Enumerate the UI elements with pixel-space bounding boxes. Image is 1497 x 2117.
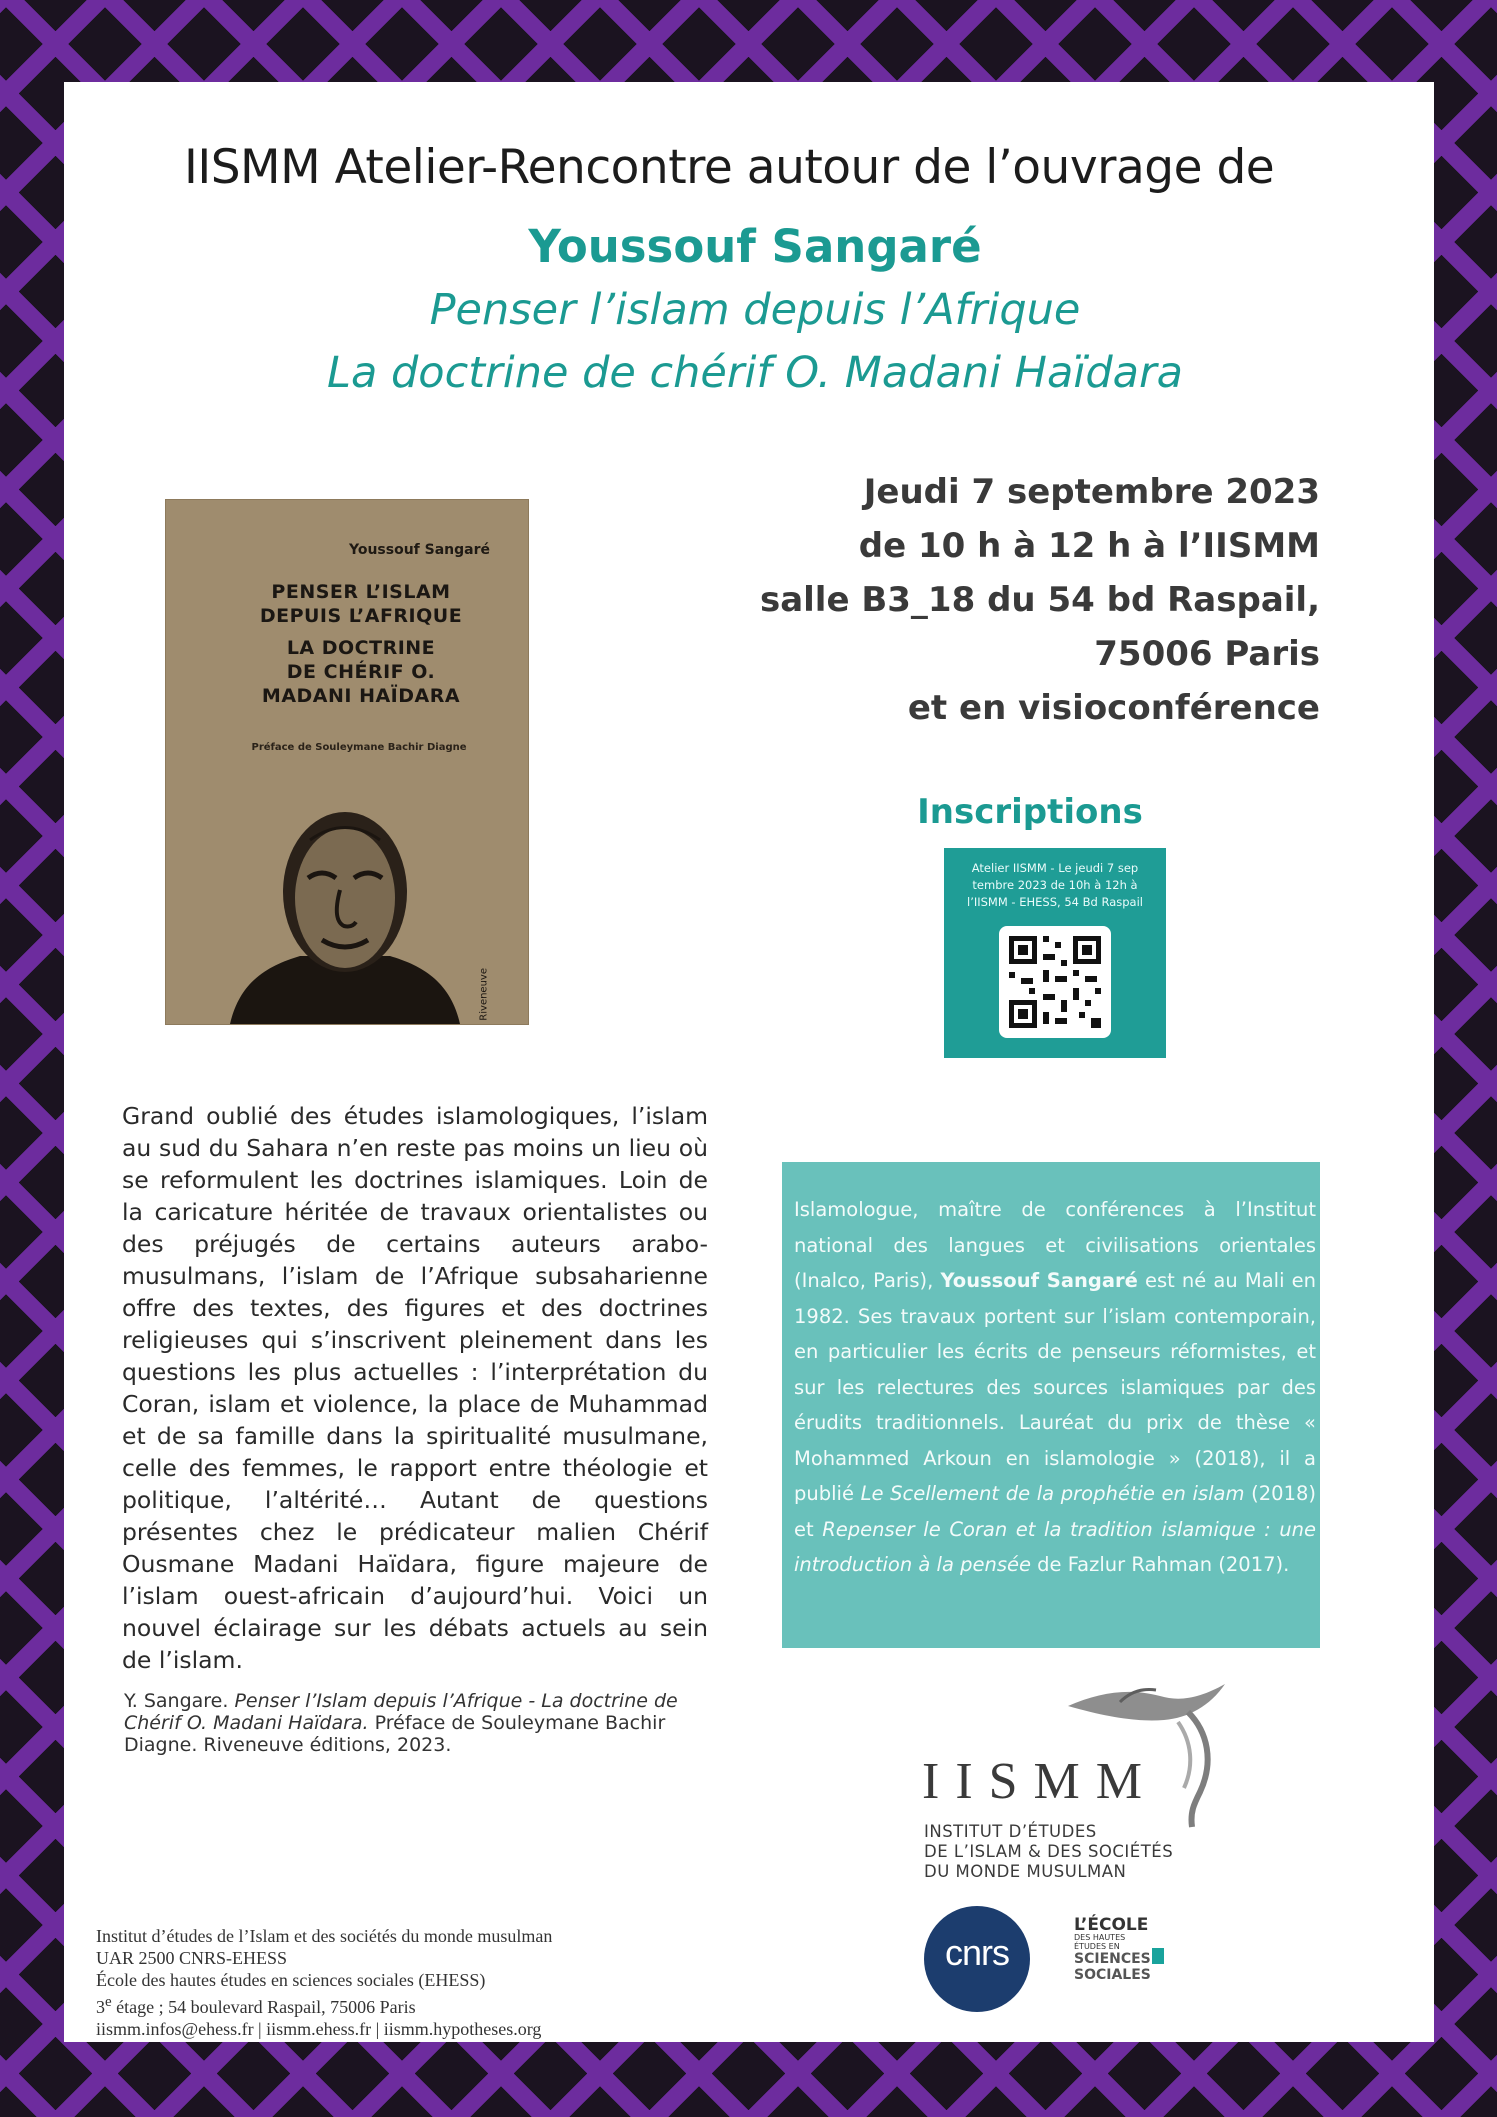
cnrs-logo-text: cnrs: [944, 1932, 1009, 1973]
citation-title: Penser l’Islam depuis l’Afrique - La doctrine de Chérif O. Madani Haïdara.: [124, 1690, 678, 1734]
event-city: 75006 Paris: [1094, 634, 1320, 674]
citation-publisher: Préface de Souleymane Bachir Diagne. Riveneuve éditions, 2023.: [124, 1712, 666, 1756]
portrait-illustration: [230, 780, 460, 1024]
bio-author-name: Youssouf Sangaré: [940, 1269, 1138, 1292]
author-bio-text: [794, 1192, 1316, 1583]
footer-uar: UAR 2500 CNRS-EHESS: [96, 1948, 288, 1968]
iismm-logo-text: IISMM: [922, 1753, 1159, 1810]
footer-institute: Institut d’études de l’Islam et des sociétés du monde musulman: [96, 1926, 553, 1946]
footer-contacts[interactable]: iismm.infos@ehess.fr | iismm.ehess.fr | iismm.hypotheses.org: [96, 2019, 542, 2039]
bio-text-part: Islamologue, maître de conférences à l’Institut national des langues et civilisations orientales (Inalco, Paris),: [794, 1198, 1316, 1292]
cnrs-logo: [924, 1906, 1030, 2012]
ehess-logo-bottom-line: SCIENCES: [1074, 1951, 1151, 1967]
qr-code-icon[interactable]: [999, 926, 1111, 1038]
book-cover-title-line: DE CHÉRIF O.: [286, 661, 436, 683]
book-cover-author: Youssouf Sangaré: [348, 542, 490, 558]
event-details: [760, 465, 1320, 735]
book-description: Grand oublié des études islamologiques, l’islam au sud du Sahara n’en reste pas moins un lieu où se reformulent les doctrines islamiques. Loin de la caricature héritée de travaux orientalistes ou des préjugés de certains auteurs arabo-musulmans, l’islam de l’Afrique subsaharienne offre des textes, des figures et des doctrines religieuses qui s’inscrivent pleinement dans les questions les plus actuelles : l’interprétation du Coran, islam et violence, la place de Muhammad et de sa famille dans la spiritualité musulmane, celle des femmes, le rapport entre théologie et politique, l’altérité… Autant de questions présentes chez le prédicateur malien Chérif Ousmane Madani Haïdara, figure majeure de l’islam ouest-africain d’aujourd’hui. Voici un nouvel éclairage sur les débats actuels au sein de l’islam.: [122, 1102, 708, 1674]
citation-author: Y. Sangare.: [124, 1690, 235, 1712]
footer-street: étage ; 54 boulevard Raspail, 75006 Paris: [111, 1997, 416, 2017]
footer-floor-sup: e: [105, 1994, 112, 2010]
footer-floor-number: 3: [96, 1997, 105, 2017]
author-name: Youssouf Sangaré: [528, 220, 982, 273]
ehess-logo-bottom-line: SOCIALES: [1074, 1967, 1151, 1983]
ehess-logo-title: L’ÉCOLE: [1074, 1915, 1149, 1935]
registration-heading: Inscriptions: [917, 792, 1143, 832]
book-cover-title-line: MADANI HAÏDARA: [261, 685, 461, 707]
bio-text-part: (2018) et: [794, 1482, 1316, 1541]
event-date: Jeudi 7 septembre 2023: [863, 472, 1320, 512]
qr-caption: Atelier IISMM - Le jeudi 7 sep tembre 2023 de 10h à 12h à l’IISMM - EHESS, 54 Bd Raspail: [967, 861, 1143, 909]
book-title-line-1: Penser l’islam depuis l’Afrique: [429, 285, 1081, 335]
book-cover-image: [166, 500, 528, 1024]
bio-book-title: Le Scellement de la prophétie en islam: [860, 1482, 1245, 1505]
ehess-logo-small: [1074, 1933, 1164, 1951]
ehess-logo: [1074, 1915, 1164, 1983]
event-room: salle B3_18 du 54 bd Raspail,: [759, 580, 1320, 620]
book-cover-title: [236, 580, 486, 708]
book-citation: [124, 1690, 714, 1756]
footer-address-line: [96, 1991, 552, 2018]
ehess-logo-square: [1152, 1948, 1164, 1964]
bio-book-title: Repenser le Coran et la tradition islamique : une introduction à la pensée: [794, 1517, 1316, 1576]
footer-ehess: École des hautes études en sciences sociales (EHESS): [96, 1970, 486, 1990]
ehess-logo-small-line: DES HAUTES: [1074, 1933, 1126, 1942]
event-heading: IISMM Atelier-Rencontre autour de l’ouvrage de: [184, 140, 1275, 195]
event-online: et en visioconférence: [907, 688, 1320, 728]
iismm-logo-subtitle: [924, 1822, 1173, 1882]
book-cover-title-line: PENSER L’ISLAM: [271, 581, 451, 603]
ehess-logo-bottom: [1074, 1951, 1164, 1983]
iismm-subtitle-line: INSTITUT D’ÉTUDES: [924, 1822, 1097, 1841]
footer-address: [96, 1925, 552, 2040]
book-cover-title-line: LA DOCTRINE: [286, 637, 436, 659]
registration-qr-card[interactable]: [944, 848, 1166, 1058]
book-cover-title-line: DEPUIS L’AFRIQUE: [259, 605, 463, 627]
bio-text-part: est né au Mali en 1982. Ses travaux portent sur l’islam contemporain, en particulier les écrits de penseurs réformistes, et sur les relectures des sources islamiques par des érudits traditionnels. Lauréat du prix de thèse « Mohammed Arkoun en islamologie » (2018), il a publié: [794, 1269, 1316, 1505]
author-bio-box: [782, 1162, 1320, 1648]
event-time: de 10 h à 12 h à l’IISMM: [858, 526, 1320, 566]
book-cover-preface: Préface de Souleymane Bachir Diagne: [251, 742, 467, 753]
iismm-subtitle-line: DU MONDE MUSULMAN: [924, 1862, 1127, 1881]
ehess-logo-small-line: ÉTUDES EN: [1074, 1942, 1120, 1951]
book-title-line-2: La doctrine de chérif O. Madani Haïdara: [327, 348, 1183, 398]
bio-text-part: de Fazlur Rahman (2017).: [1030, 1553, 1290, 1576]
book-cover-publisher: Riveneuve: [479, 968, 490, 1021]
iismm-subtitle-line: DE L’ISLAM & DES SOCIÉTÉS: [924, 1842, 1174, 1861]
